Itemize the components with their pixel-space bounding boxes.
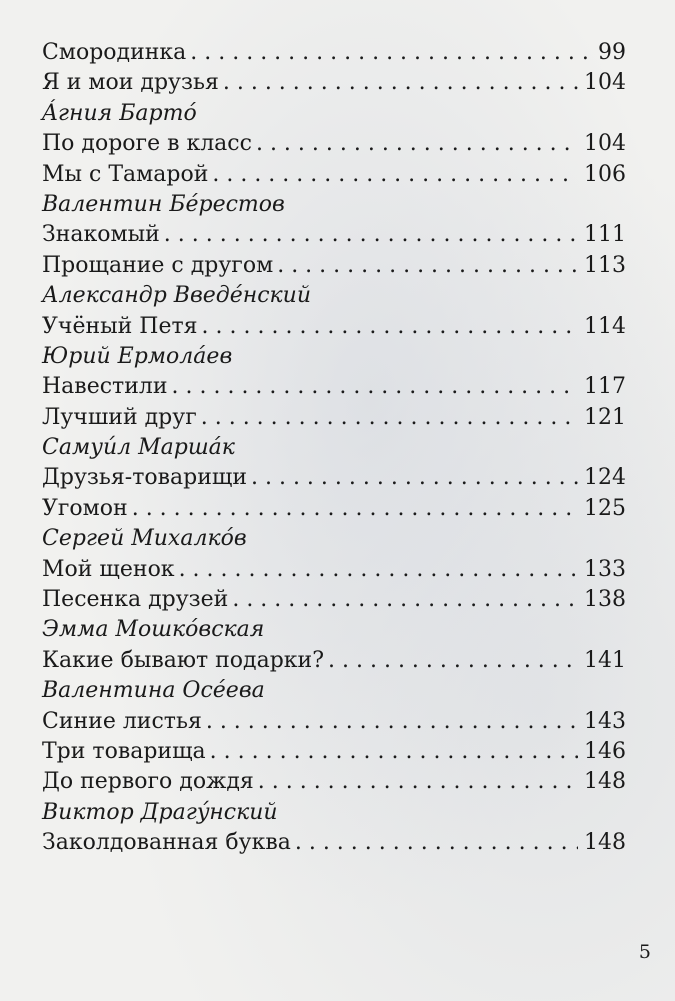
entry-page-number: 124 <box>584 465 626 491</box>
toc-author-heading <box>42 615 626 645</box>
entry-page-number: 138 <box>584 587 626 613</box>
author-name: Эмма Мошкóвская <box>42 617 265 643</box>
entry-page-number: 133 <box>584 556 626 582</box>
entry-page-number: 99 <box>598 40 626 65</box>
toc-entry <box>42 707 626 737</box>
entry-title: Прощание с другом <box>42 252 274 278</box>
entry-page-number: 113 <box>584 252 626 278</box>
author-name: Сергей Михалкóв <box>42 526 247 552</box>
entry-title: По дороге в класс <box>42 131 252 157</box>
dot-leader <box>277 251 578 281</box>
author-name: Валентин Бéрестов <box>42 191 285 217</box>
dot-leader <box>164 220 578 250</box>
toc-author-heading <box>42 676 626 706</box>
entry-page-number: 117 <box>584 374 626 400</box>
entry-page-number: 148 <box>584 830 626 856</box>
author-name: Александр Введéнский <box>42 283 312 309</box>
dot-leader <box>212 160 578 190</box>
entry-title: Песенка друзей <box>42 587 229 613</box>
toc-entry <box>42 737 626 767</box>
toc-author-heading <box>42 342 626 372</box>
entry-page-number: 121 <box>584 404 626 430</box>
author-name: Áгния Бартó <box>42 100 197 126</box>
entry-title: Заколдованная буква <box>42 830 291 856</box>
entry-title: Учёный Петя <box>42 313 198 339</box>
dot-leader <box>251 463 578 493</box>
entry-page-number: 106 <box>584 161 626 187</box>
toc-entry <box>42 312 626 342</box>
toc-entry <box>42 555 626 585</box>
toc-entry <box>42 68 626 98</box>
author-name: Виктор Драгýнский <box>42 799 278 825</box>
dot-leader <box>202 312 578 342</box>
dot-leader <box>258 767 578 797</box>
entry-title: До первого дождя <box>42 769 254 795</box>
toc-entry <box>42 828 626 858</box>
toc-author-heading <box>42 798 626 828</box>
toc-entry <box>42 129 626 159</box>
dot-leader <box>256 129 578 159</box>
table-of-contents <box>42 38 626 859</box>
entry-title: Мой щенок <box>42 556 175 582</box>
dot-leader <box>172 372 578 402</box>
entry-title: Лучший друг <box>42 404 197 430</box>
entry-title: Смородинка <box>42 40 187 65</box>
entry-title: Синие листья <box>42 708 202 734</box>
toc-author-heading <box>42 99 626 129</box>
dot-leader <box>328 646 578 676</box>
entry-title: Знакомый <box>42 222 160 248</box>
dot-leader <box>223 68 578 98</box>
entry-page-number: 104 <box>584 131 626 157</box>
toc-entry <box>42 646 626 676</box>
entry-title: Какие бывают подарки? <box>42 647 325 673</box>
entry-page-number: 148 <box>584 769 626 795</box>
toc-entry <box>42 767 626 797</box>
dot-leader <box>232 585 578 615</box>
entry-page-number: 143 <box>584 708 626 734</box>
toc-author-heading <box>42 190 626 220</box>
toc-entry <box>42 403 626 433</box>
dot-leader <box>295 828 578 858</box>
toc-entry <box>42 251 626 281</box>
dot-leader <box>201 403 578 433</box>
entry-page-number: 141 <box>584 647 626 673</box>
entry-title: Друзья-товарищи <box>42 465 247 491</box>
toc-entry <box>42 38 626 68</box>
dot-leader <box>179 555 578 585</box>
entry-page-number: 146 <box>584 738 626 764</box>
entry-title: Мы с Тамарой <box>42 161 209 187</box>
page-number: 5 <box>638 941 651 963</box>
toc-entry <box>42 160 626 190</box>
toc-entry <box>42 220 626 250</box>
entry-title: Навестили <box>42 374 168 400</box>
entry-title: Угомон <box>42 495 128 521</box>
toc-entry <box>42 463 626 493</box>
dot-leader <box>132 494 578 524</box>
entry-page-number: 114 <box>584 313 626 339</box>
toc-entry <box>42 372 626 402</box>
entry-page-number: 104 <box>584 70 626 96</box>
entry-page-number: 111 <box>584 222 626 248</box>
author-name: Валентина Осéева <box>42 678 265 704</box>
entry-title: Я и мои друзья <box>42 70 219 96</box>
toc-entry <box>42 494 626 524</box>
dot-leader <box>190 38 592 68</box>
dot-leader <box>210 737 578 767</box>
toc-author-heading <box>42 281 626 311</box>
toc-author-heading <box>42 524 626 554</box>
toc-entry <box>42 585 626 615</box>
dot-leader <box>206 707 578 737</box>
entry-page-number: 125 <box>584 495 626 521</box>
author-name: Самуи́л Маршáк <box>42 435 235 461</box>
entry-title: Три товарища <box>42 738 206 764</box>
author-name: Юрий Ермолáев <box>42 343 233 369</box>
toc-author-heading <box>42 433 626 463</box>
